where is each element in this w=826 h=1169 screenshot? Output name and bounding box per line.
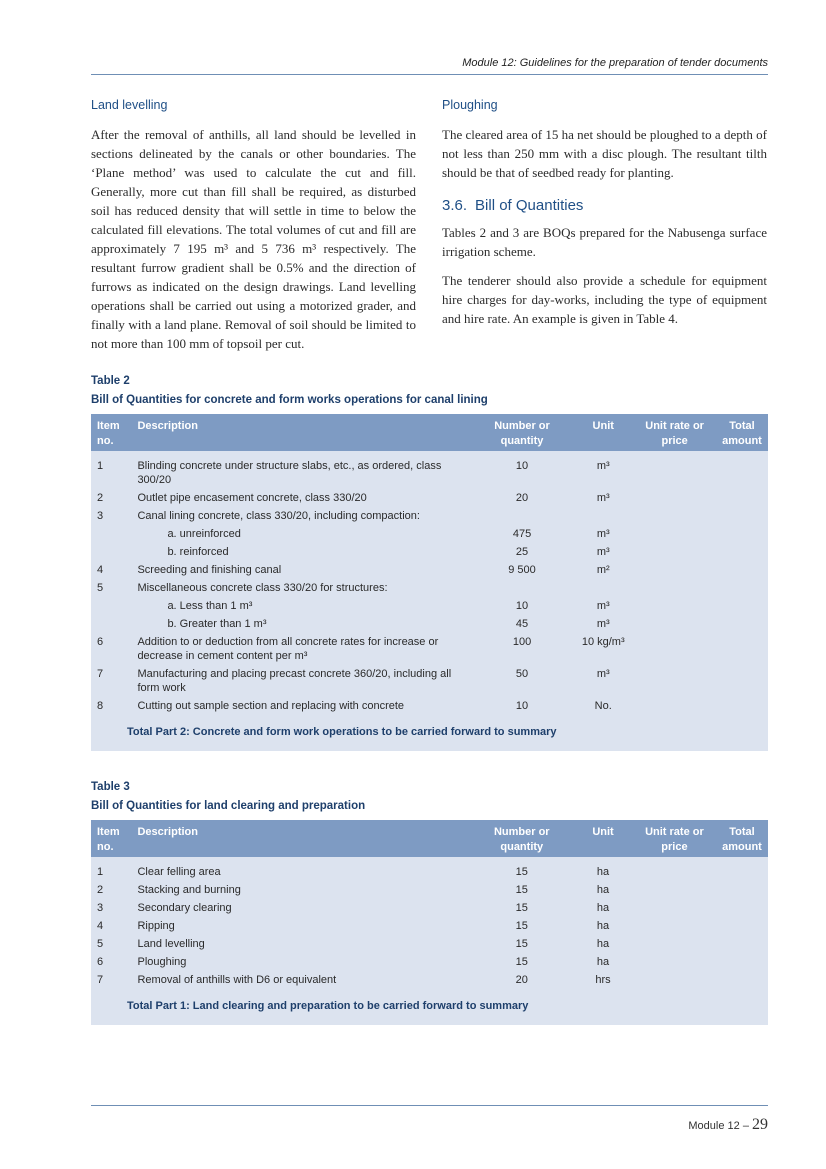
quantity-cell: 15: [470, 857, 573, 881]
item-cell: 1: [91, 857, 131, 881]
ploughing-heading: Ploughing: [442, 98, 498, 112]
description-cell: Blinding concrete under structure slabs, etc., as ordered, class 300/20: [131, 451, 470, 489]
quantity-cell: 15: [470, 881, 573, 899]
amount-cell: [716, 579, 768, 597]
total-label: Total Part 1: Land clearing and preparation to be carried forward to summary: [127, 1000, 529, 1012]
item-cell: [91, 615, 131, 633]
col-quantity-header: Number or quantity: [470, 820, 573, 857]
col-description-header: Description: [131, 414, 470, 451]
col-quantity-header: Number or quantity: [471, 414, 573, 451]
item-cell: 6: [91, 953, 131, 971]
description-cell: Land levelling: [131, 935, 470, 953]
table2-header-row: [91, 414, 768, 451]
amount-cell: [716, 489, 768, 507]
left-column: [91, 96, 416, 363]
rate-cell: [633, 525, 716, 543]
amount-cell: [716, 971, 768, 989]
item-cell: 6: [91, 633, 131, 665]
unit-cell: m³: [573, 597, 633, 615]
unit-cell: hrs: [573, 971, 633, 989]
table2: [91, 414, 768, 751]
section-title: Bill of Quantities: [475, 197, 584, 214]
quantity-cell: [471, 507, 573, 525]
table3-block: [91, 778, 768, 1025]
equipment-hire-paragraph: The tenderer should also provide a schedule for equipment hire charges for day-works, including the type of equipment and hire rate. An example is given in Table 4.: [442, 273, 767, 326]
amount-cell: [716, 597, 768, 615]
rate-cell: [633, 857, 716, 881]
table-row: [91, 543, 768, 561]
quantity-cell: 20: [471, 489, 573, 507]
sub-item-text: a. Less than 1 m³: [167, 600, 253, 612]
description-cell: Secondary clearing: [131, 899, 470, 917]
table-row: [91, 597, 768, 615]
quantity-cell: 10: [471, 597, 573, 615]
quantity-cell: 10: [471, 697, 573, 715]
quantity-cell: 45: [471, 615, 573, 633]
col-unit-header: Unit: [573, 820, 633, 857]
unit-cell: m²: [573, 561, 633, 579]
page-footer: [688, 1116, 768, 1134]
rate-cell: [633, 451, 716, 489]
rate-cell: [633, 561, 716, 579]
description-cell: Screeding and finishing canal: [131, 561, 470, 579]
description-cell: Addition to or deduction from all concrete rates for increase or decrease in cement content per m³: [131, 633, 470, 665]
total-row: [91, 715, 768, 751]
table-row: [91, 857, 768, 881]
rate-cell: [633, 881, 716, 899]
table3-header-row: [91, 820, 768, 857]
unit-cell: ha: [573, 917, 633, 935]
running-header: [91, 57, 768, 75]
col-amount-header: Total amount: [716, 414, 768, 451]
unit-cell: m³: [573, 451, 633, 489]
quantity-cell: 100: [471, 633, 573, 665]
unit-cell: ha: [573, 899, 633, 917]
unit-cell: m³: [573, 615, 633, 633]
amount-cell: [716, 899, 768, 917]
rate-cell: [633, 543, 716, 561]
item-cell: 2: [91, 489, 131, 507]
table-row: [91, 451, 768, 489]
amount-cell: [716, 543, 768, 561]
unit-cell: m³: [573, 543, 633, 561]
quantity-cell: 20: [470, 971, 573, 989]
table-row: [91, 899, 768, 917]
table2-body: [91, 451, 768, 751]
description-cell: [131, 543, 470, 561]
table-row: [91, 633, 768, 665]
item-cell: [91, 543, 131, 561]
section-heading: [442, 196, 767, 215]
footer-module: Module 12 –: [688, 1120, 749, 1132]
rate-cell: [633, 917, 716, 935]
rate-cell: [633, 507, 716, 525]
table3-title: Bill of Quantities for land clearing and preparation: [91, 800, 366, 812]
unit-cell: No.: [573, 697, 633, 715]
sub-item-text: b. Greater than 1 m³: [167, 618, 267, 630]
quantity-cell: 15: [470, 953, 573, 971]
unit-cell: [573, 507, 633, 525]
table-row: [91, 579, 768, 597]
table-row: [91, 561, 768, 579]
item-cell: 5: [91, 579, 131, 597]
description-cell: [131, 525, 470, 543]
unit-cell: ha: [573, 953, 633, 971]
description-cell: Cutting out sample section and replacing with concrete: [131, 697, 470, 715]
table3: [91, 820, 768, 1025]
table-row: [91, 615, 768, 633]
rate-cell: [633, 899, 716, 917]
table-row: [91, 697, 768, 715]
rate-cell: [633, 697, 716, 715]
table-row: [91, 935, 768, 953]
table2-label: Table 2: [91, 375, 130, 387]
unit-cell: 10 kg/m³: [573, 633, 633, 665]
rate-cell: [633, 597, 716, 615]
description-cell: Miscellaneous concrete class 330/20 for structures:: [131, 579, 470, 597]
unit-cell: ha: [573, 935, 633, 953]
rate-cell: [633, 615, 716, 633]
table-row: [91, 971, 768, 989]
col-description-header: Description: [131, 820, 470, 857]
amount-cell: [716, 561, 768, 579]
unit-cell: [573, 579, 633, 597]
amount-cell: [716, 697, 768, 715]
table3-body: [91, 857, 768, 1025]
description-cell: Clear felling area: [131, 857, 470, 881]
item-cell: 8: [91, 697, 131, 715]
rate-cell: [633, 489, 716, 507]
quantity-cell: 475: [471, 525, 573, 543]
description-cell: Outlet pipe encasement concrete, class 330/20: [131, 489, 470, 507]
amount-cell: [716, 881, 768, 899]
item-cell: 4: [91, 561, 131, 579]
quantity-cell: 50: [471, 665, 573, 697]
table2-block: [91, 372, 768, 751]
table2-title: Bill of Quantities for concrete and form works operations for canal lining: [91, 394, 488, 406]
description-cell: Stacking and burning: [131, 881, 470, 899]
sub-item-text: a. unreinforced: [167, 528, 241, 540]
description-cell: Canal lining concrete, class 330/20, including compaction:: [131, 507, 470, 525]
col-item-header: Item no.: [91, 414, 131, 451]
amount-cell: [716, 525, 768, 543]
table-row: [91, 881, 768, 899]
item-cell: 7: [91, 971, 131, 989]
description-cell: Manufacturing and placing precast concrete 360/20, including all form work: [131, 665, 470, 697]
unit-cell: m³: [573, 489, 633, 507]
item-cell: [91, 597, 131, 615]
item-cell: 7: [91, 665, 131, 697]
item-cell: 3: [91, 899, 131, 917]
description-cell: [131, 615, 470, 633]
unit-cell: ha: [573, 881, 633, 899]
col-rate-header: Unit rate or price: [633, 414, 716, 451]
land-levelling-paragraph: After the removal of anthills, all land should be levelled in sections delineated by the canals or other boundaries. The ‘Plane method’ was used to calculate the cut and fill. Generally, more cut than fill shall be required, as disturbed soil has reduced density that will settle in time to below the calculated fill elevations. The total volumes of cut and fill are approximately 7 195 m³ and 5 736 m³ respectively. The resultant furrow gradient shall be 0.5% and the direction of furrows as indicated on the design drawings. Land levelling operations shall be carried out using a motorized grader, and finally with a land plane. Removal of soil should be limited to not more than 100 mm of topsoil per cut.: [91, 127, 416, 351]
col-unit-header: Unit: [573, 414, 633, 451]
quantity-cell: 10: [471, 451, 573, 489]
amount-cell: [716, 935, 768, 953]
col-rate-header: Unit rate or price: [633, 820, 716, 857]
table-row: [91, 917, 768, 935]
quantity-cell: 15: [470, 917, 573, 935]
unit-cell: ha: [573, 857, 633, 881]
table-row: [91, 665, 768, 697]
unit-cell: m³: [573, 665, 633, 697]
description-cell: Removal of anthills with D6 or equivalent: [131, 971, 470, 989]
right-column: [442, 96, 767, 338]
land-levelling-heading: Land levelling: [91, 98, 168, 112]
rate-cell: [633, 935, 716, 953]
amount-cell: [716, 633, 768, 665]
total-label: Total Part 2: Concrete and form work operations to be carried forward to summary: [127, 726, 557, 738]
amount-cell: [716, 615, 768, 633]
amount-cell: [716, 917, 768, 935]
page-number: 29: [752, 1116, 768, 1133]
item-cell: 4: [91, 917, 131, 935]
rate-cell: [633, 953, 716, 971]
rate-cell: [633, 665, 716, 697]
total-row: [91, 989, 768, 1025]
description-cell: Ploughing: [131, 953, 470, 971]
col-item-header: Item no.: [91, 820, 131, 857]
rate-cell: [633, 633, 716, 665]
quantity-cell: 9 500: [471, 561, 573, 579]
col-amount-header: Total amount: [716, 820, 768, 857]
amount-cell: [716, 507, 768, 525]
item-cell: 1: [91, 451, 131, 489]
amount-cell: [716, 451, 768, 489]
quantity-cell: 15: [470, 899, 573, 917]
item-cell: 3: [91, 507, 131, 525]
quantity-cell: [471, 579, 573, 597]
amount-cell: [716, 857, 768, 881]
description-cell: Ripping: [131, 917, 470, 935]
section-number: 3.6.: [442, 197, 468, 214]
boq-intro-paragraph: Tables 2 and 3 are BOQs prepared for the Nabusenga surface irrigation scheme.: [442, 225, 767, 259]
unit-cell: m³: [573, 525, 633, 543]
rate-cell: [633, 579, 716, 597]
footer-rule: [91, 1105, 768, 1106]
sub-item-text: b. reinforced: [167, 546, 229, 558]
quantity-cell: 15: [470, 935, 573, 953]
item-cell: 5: [91, 935, 131, 953]
amount-cell: [716, 953, 768, 971]
table-row: [91, 489, 768, 507]
ploughing-paragraph: The cleared area of 15 ha net should be ploughed to a depth of not less than 250 mm with a disc plough. The resultant tilth should be that of seedbed ready for planting.: [442, 127, 767, 180]
table3-label: Table 3: [91, 781, 130, 793]
rate-cell: [633, 971, 716, 989]
description-cell: [131, 597, 470, 615]
table-row: [91, 525, 768, 543]
item-cell: 2: [91, 881, 131, 899]
item-cell: [91, 525, 131, 543]
amount-cell: [716, 665, 768, 697]
running-title: Module 12: Guidelines for the preparation of tender documents: [462, 57, 768, 69]
table-row: [91, 953, 768, 971]
quantity-cell: 25: [471, 543, 573, 561]
table-row: [91, 507, 768, 525]
